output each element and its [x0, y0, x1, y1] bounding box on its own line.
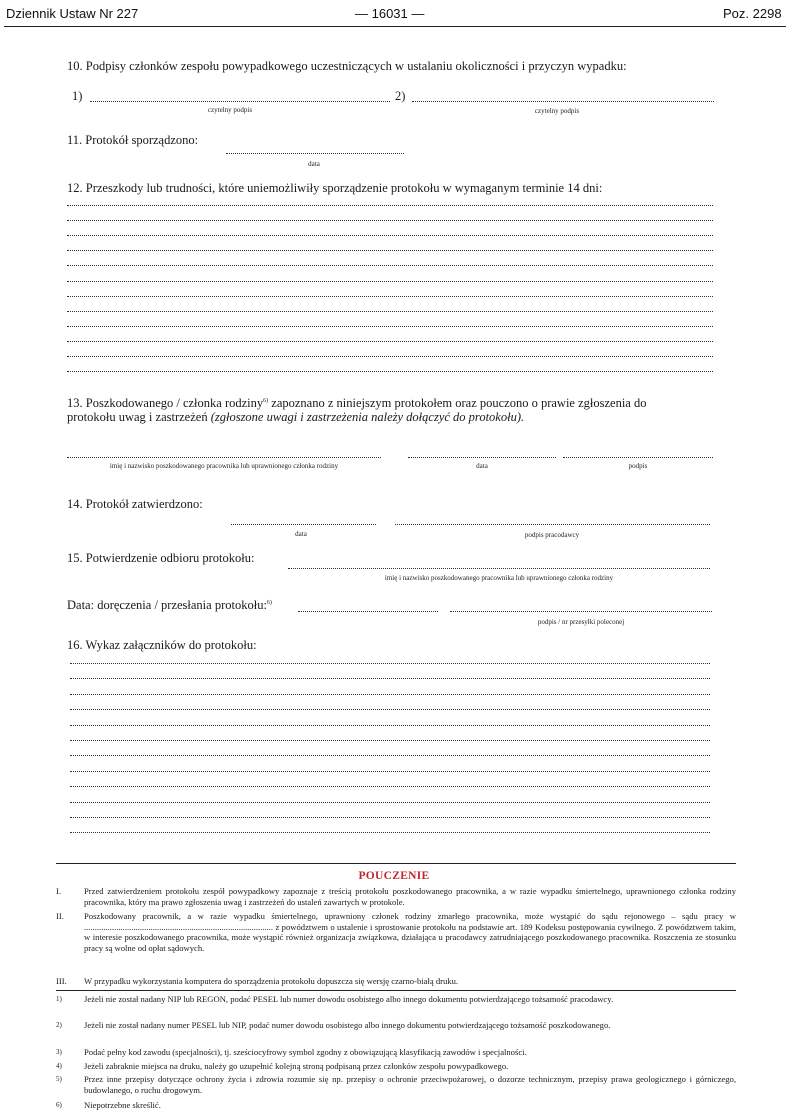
- delivery-signature-field[interactable]: [450, 611, 712, 612]
- position-number: Poz. 2298: [723, 6, 782, 21]
- signature-1-marker: 1): [72, 89, 83, 103]
- attachment-line[interactable]: [70, 755, 710, 756]
- footnote-number: 1): [56, 995, 62, 1003]
- approval-date-caption: data: [295, 530, 307, 538]
- section-15-label: 15. Potwierdzenie odbioru protokołu:: [67, 551, 255, 565]
- instructions-rule: [56, 863, 736, 864]
- section-14-label: 14. Protokół zatwierdzono:: [67, 497, 203, 511]
- victim-signature-caption: podpis: [628, 462, 648, 470]
- attachment-line[interactable]: [70, 725, 710, 726]
- receipt-name-field[interactable]: [288, 568, 710, 569]
- obstacles-line[interactable]: [67, 326, 713, 327]
- obstacles-line[interactable]: [67, 265, 713, 266]
- obstacles-line[interactable]: [67, 235, 713, 236]
- section-13-part-c: protokołu uwag i zastrzeżeń: [67, 410, 208, 424]
- obstacles-line[interactable]: [67, 220, 713, 221]
- instruction-item: [56, 911, 736, 975]
- footnote-6-ref-2: 6): [266, 599, 272, 606]
- signature-2-field[interactable]: [412, 101, 714, 102]
- signature-1-field[interactable]: [90, 101, 390, 102]
- section-13-part-d: (zgłoszone uwagi i zastrzeżenia należy dołączyć do protokołu).: [210, 410, 525, 424]
- journal-title: Dziennik Ustaw Nr 227: [6, 6, 139, 21]
- page-number: — 16031 —: [355, 6, 425, 21]
- victim-name-field[interactable]: [67, 457, 381, 458]
- attachment-line[interactable]: [70, 771, 710, 772]
- obstacles-line[interactable]: [67, 371, 713, 372]
- acknowledgement-date-caption: data: [476, 462, 488, 470]
- footnote-number: 5): [56, 1075, 62, 1083]
- footnote-text: Jeżeli nie został nadany NIP lub REGON, podać PESEL lub numer dowodu osobistego albo innego dokumentu potwierdzającego tożsamość pracodawcy.: [84, 994, 614, 1004]
- attachment-line[interactable]: [70, 786, 710, 787]
- footnote-text: Przez inne przepisy dotyczące ochrony życia i zdrowia rozumie się np. przepisy o ochronie przeciwpożarowej, o dozorze technicznym, przepisy prawa geologicznego i górniczego, budowlanego, o ruchu drogowym.: [84, 1074, 736, 1095]
- footnote-text: Jeżeli nie został nadany numer PESEL lub NIP, podać numer dowodu osobistego albo innego dokumentu potwierdzającego tożsamość poszkodowanego.: [84, 1020, 611, 1030]
- attachment-line[interactable]: [70, 802, 710, 803]
- receipt-name-caption: imię i nazwisko poszkodowanego pracownika lub uprawnionego członka rodziny: [384, 574, 614, 582]
- footnote-item: [56, 1074, 736, 1096]
- section-16-label: 16. Wykaz załączników do protokołu:: [67, 638, 257, 652]
- footnote-item: [56, 1047, 736, 1058]
- signature-2-marker: 2): [395, 89, 406, 103]
- delivery-signature-caption: podpis / nr przesyłki poleconej: [537, 618, 625, 626]
- section-10-label: 10. Podpisy członków zespołu powypadkowego uczestniczących w ustalaniu okoliczności i przyczyn wypadku:: [67, 59, 627, 73]
- obstacles-line[interactable]: [67, 205, 713, 206]
- obstacles-line[interactable]: [67, 281, 713, 282]
- employer-signature-field[interactable]: [395, 524, 710, 525]
- attachment-line[interactable]: [70, 740, 710, 741]
- section-13-part-b: zapoznano z niniejszym protokołem oraz pouczono o prawie zgłoszenia do: [271, 396, 647, 411]
- obstacles-line[interactable]: [67, 296, 713, 297]
- instruction-number: II.: [56, 911, 64, 921]
- instruction-item: [56, 886, 736, 908]
- signature-2-caption: czytelny podpis: [534, 107, 580, 115]
- footnotes-rule: [56, 990, 736, 991]
- footnote-text: Niepotrzebne skreślić.: [84, 1100, 161, 1110]
- attachment-line[interactable]: [70, 709, 710, 710]
- delivery-label-text: Data: doręczenia / przesłania protokołu:: [67, 598, 267, 612]
- protocol-date-caption: data: [308, 160, 320, 168]
- footnote-item: [56, 1061, 736, 1072]
- section-13-line2: [67, 410, 524, 425]
- acknowledgement-date-field[interactable]: [408, 457, 556, 458]
- protocol-date-field[interactable]: [226, 153, 404, 154]
- footnote-text: Podać pełny kod zawodu (specjalności), tj. sześciocyfrowy symbol zgodny z obowiązującą klasyfikacją zawodów i specjalności.: [84, 1047, 527, 1057]
- attachment-line[interactable]: [70, 678, 710, 679]
- attachment-line[interactable]: [70, 817, 710, 818]
- victim-signature-field[interactable]: [563, 457, 713, 458]
- footnote-item: [56, 994, 736, 1016]
- footnote-text: Jeżeli zabraknie miejsca na druku, należy go uzupełnić kolejną stroną podpisaną przez członków zespołu powypadkowego.: [84, 1061, 509, 1071]
- section-13-line1: [67, 394, 715, 411]
- instruction-text: Poszkodowany pracownik, a w razie wypadku śmiertelnego, uprawniony członek rodziny zmarłego pracownika, może wystąpić do sądu rejonowego – sądu pracy w ........................................................................................ z powództwem o ustalenie i sprostowanie protokołu na podstawie art. 189 Kodeksu postępowania cywilnego. Z powództwem takim, w interesie poszkodowanego pracownika, może wystąpić również organizacja związkowa, działająca u pracodawcy zatrudniającego poszkodowanego pracownika. Roszczenia ze stosunku pracy są wolne od opłat sądowych.: [84, 911, 736, 953]
- signature-1-caption: czytelny podpis: [207, 106, 253, 114]
- section-13-part-a: 13. Poszkodowanego / członka rodziny: [67, 396, 264, 411]
- footnote-number: 6): [56, 1101, 62, 1109]
- delivery-label: [67, 598, 272, 613]
- instructions-title: POUCZENIE: [358, 870, 430, 882]
- header-rule: [4, 26, 786, 27]
- footnote-number: 2): [56, 1021, 62, 1029]
- instruction-number: III.: [56, 976, 67, 986]
- attachment-line[interactable]: [70, 694, 710, 695]
- instruction-text: Przed zatwierdzeniem protokołu zespół powypadkowy zapoznaje z treścią protokołu poszkodowanego pracownika, a w razie wypadku śmiertelnego, uprawnionego członka rodziny pracownika, który ma prawo zgłoszenia uwag i zastrzeżeń do ustaleń zawartych w protokole.: [84, 886, 736, 907]
- section-11-label: 11. Protokół sporządzono:: [67, 133, 199, 147]
- footnote-number: 4): [56, 1062, 62, 1070]
- obstacles-line[interactable]: [67, 341, 713, 342]
- approval-date-field[interactable]: [231, 524, 376, 525]
- obstacles-line[interactable]: [67, 356, 713, 357]
- employer-signature-caption: podpis pracodawcy: [524, 531, 580, 539]
- footnote-6-ref: 6): [263, 398, 269, 404]
- footnote-number: 3): [56, 1048, 62, 1056]
- instruction-text: W przypadku wykorzystania komputera do sporządzenia protokołu dopuszcza się wersję czarno-białą druku.: [84, 976, 459, 986]
- section-12-label: 12. Przeszkody lub trudności, które uniemożliwiły sporządzenie protokołu w wymaganym terminie 14 dni:: [67, 181, 603, 195]
- obstacles-line[interactable]: [67, 250, 713, 251]
- victim-name-caption: imię i nazwisko poszkodowanego pracownika lub uprawnionego członka rodziny: [109, 462, 339, 470]
- attachment-line[interactable]: [70, 663, 710, 664]
- instruction-number: I.: [56, 886, 62, 896]
- attachment-line[interactable]: [70, 832, 710, 833]
- instruction-item: [56, 976, 736, 988]
- footnote-item: [56, 1020, 736, 1042]
- obstacles-line[interactable]: [67, 311, 713, 312]
- footnote-item: [56, 1100, 736, 1111]
- delivery-date-field[interactable]: [298, 611, 438, 612]
